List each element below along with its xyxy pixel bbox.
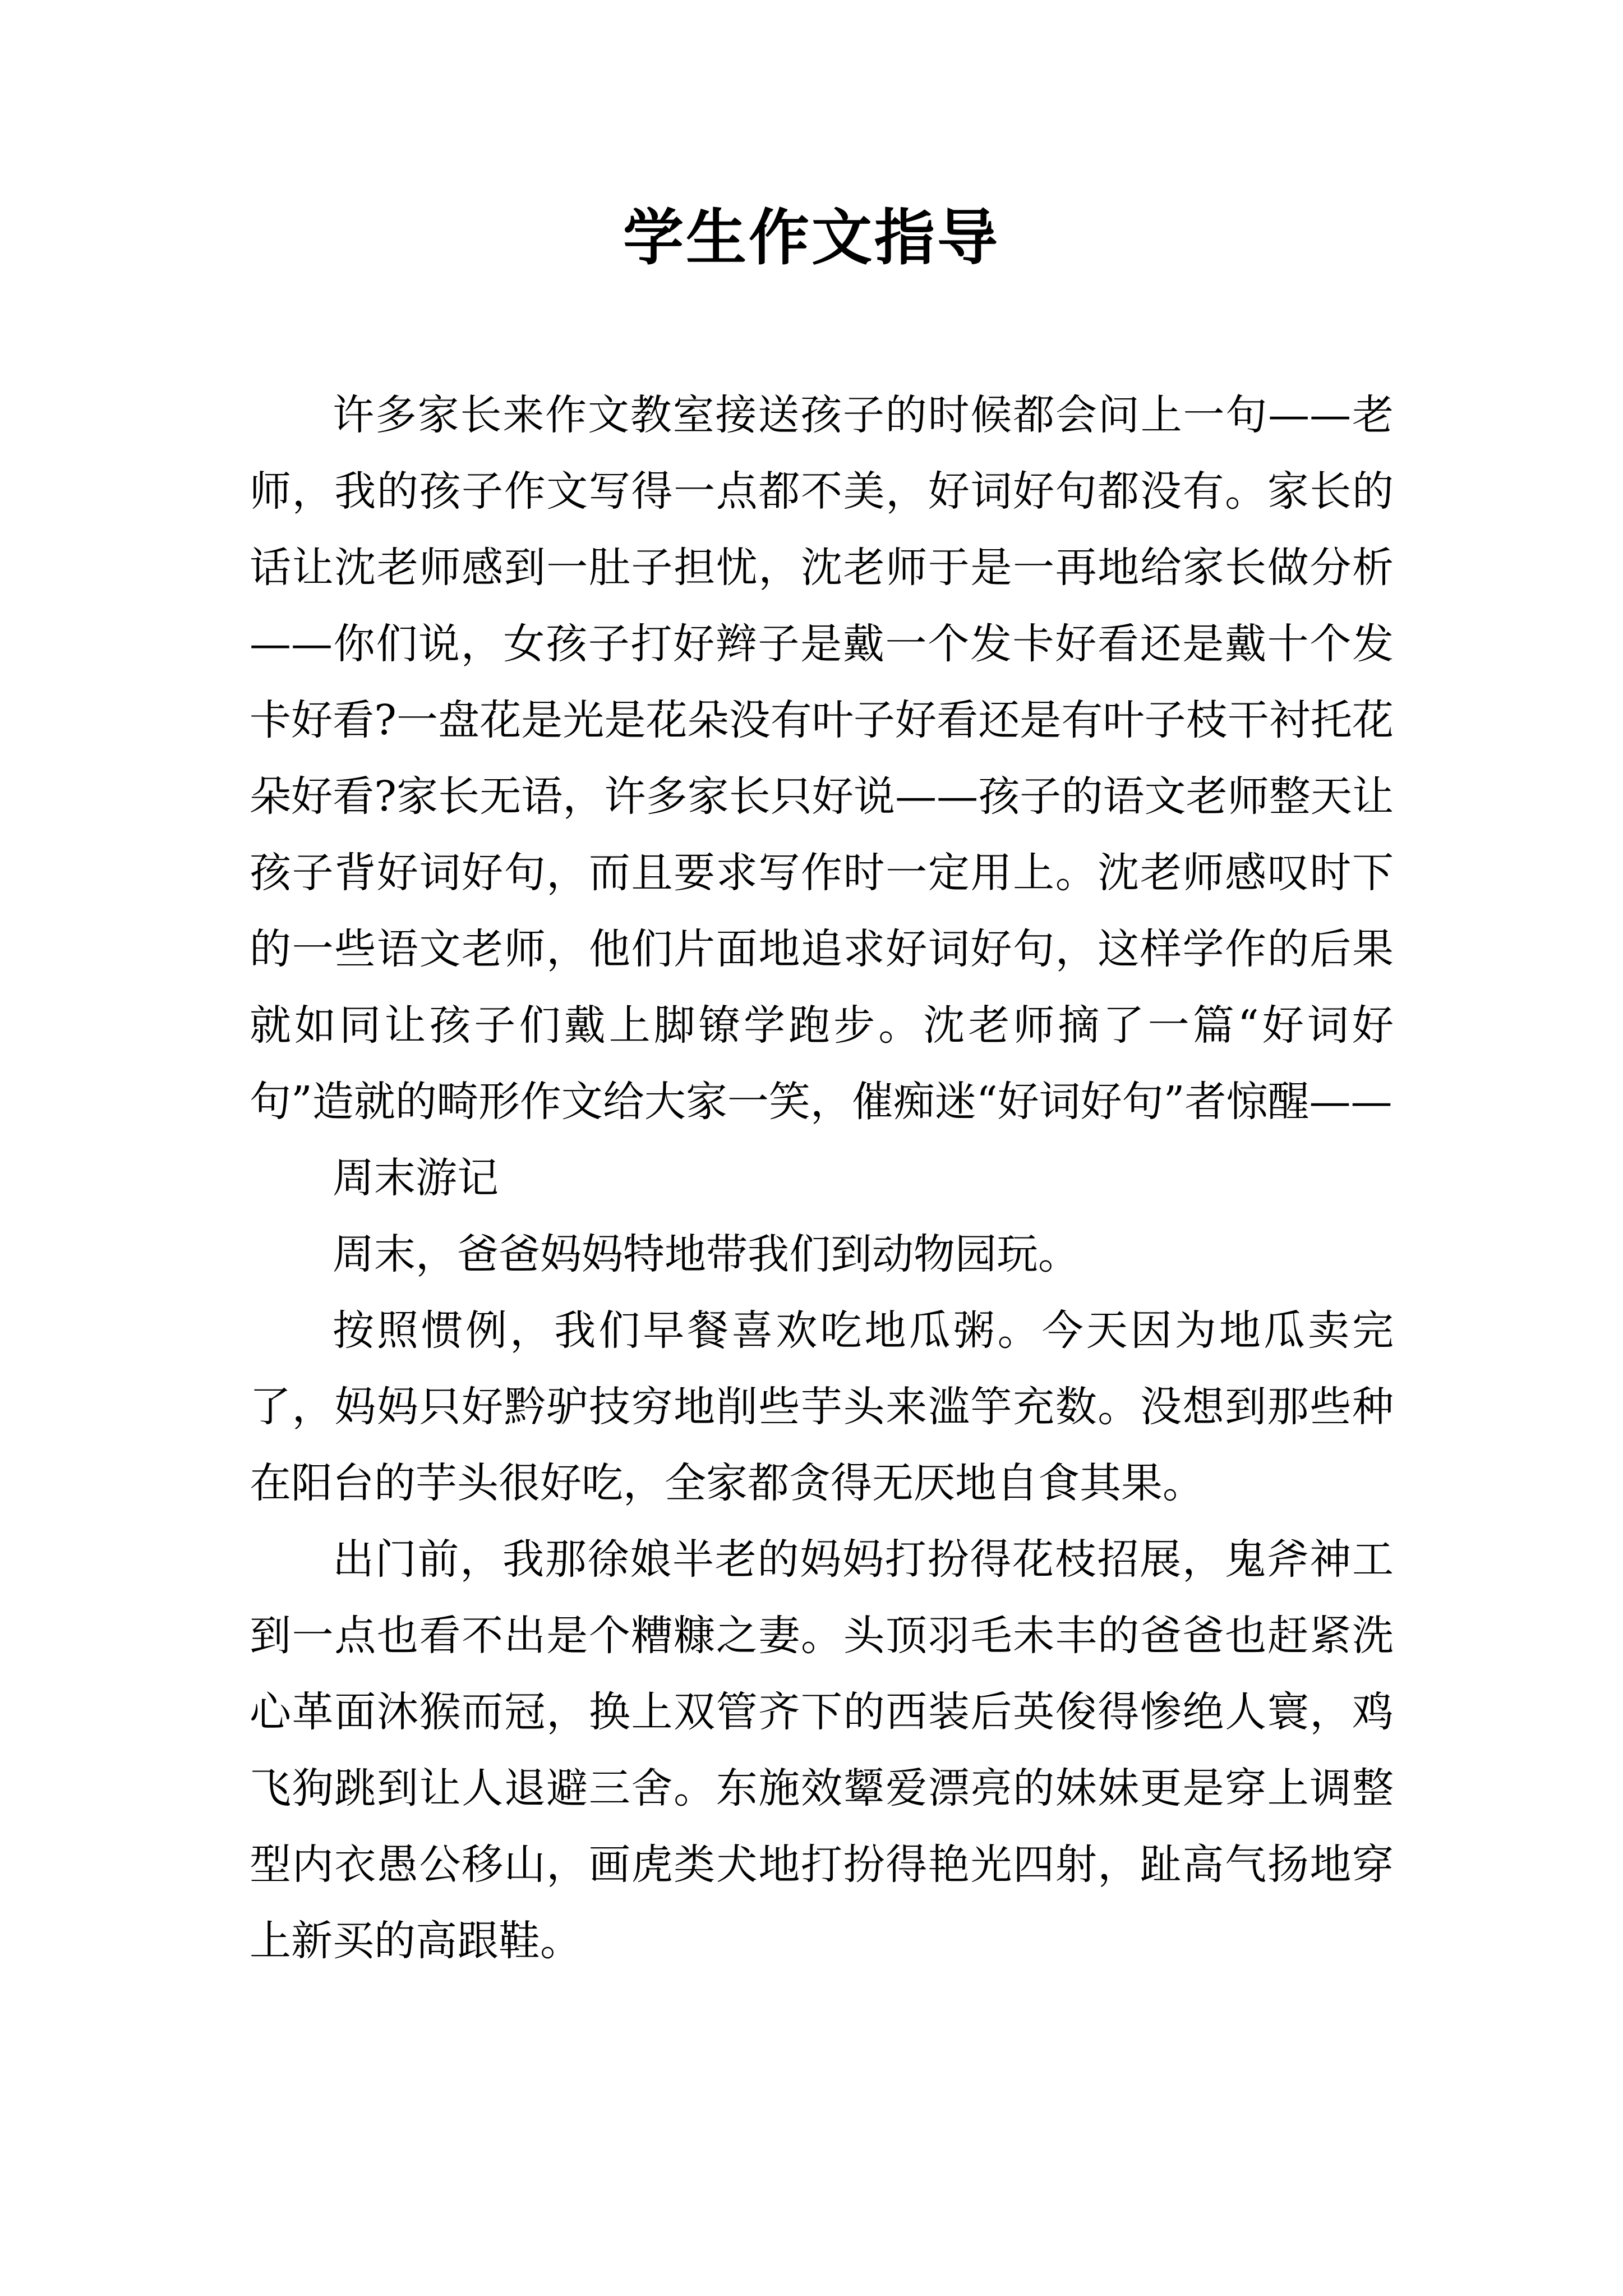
- document-body: [250, 377, 1394, 1979]
- paragraph-3: 出门前，我那徐娘半老的妈妈打扮得花枝招展，鬼斧神工到一点也看不出是个糟糠之妻。头顶羽毛未丰的爸爸也赶紧洗心革面沐猴而冠，换上双管齐下的西装后英俊得惨绝人寰，鸡飞狗跳到让人退避三舍。东施效颦爱漂亮的妹妹更是穿上调整型内衣愚公移山，画虎类犬地打扮得艳光四射，趾高气扬地穿上新买的高跟鞋。: [250, 1535, 1394, 1965]
- document-title: 学生作文指导: [623, 203, 1000, 273]
- paragraph-1: 周末，爸爸妈妈特地带我们到动物园玩。: [333, 1230, 1080, 1278]
- paragraph-intro: 许多家长来作文教室接送孩子的时候都会问上一句——老师，我的孩子作文写得一点都不美，好词好句都没有。家长的话让沈老师感到一肚子担忧，沈老师于是一再地给家长做分析——你们说，女孩子打好辫子是戴一个发卡好看还是戴十个发卡好看?一盘花是光是花朵没有叶子好看还是有叶子枝干衬托花朵好看?家长无语，许多家长只好说——孩子的语文老师整天让孩子背好词好句，而且要求写作时一定用上。沈老师感叹时下的一些语文老师，他们片面地追求好词好句，这样学作的后果就如同让孩子们戴上脚镣学跑步。沈老师摘了一篇“好词好句”造就的畸形作文给大家一笑，催痴迷“好词好句”者惊醒——: [250, 391, 1394, 1126]
- paragraph-essay-title: 周末游记: [333, 1154, 499, 1202]
- paragraph-2: 按照惯例，我们早餐喜欢吃地瓜粥。今天因为地瓜卖完了，妈妈只好黔驴技穷地削些芋头来滥竽充数。没想到那些种在阳台的芋头很好吃，全家都贪得无厌地自食其果。: [250, 1306, 1394, 1507]
